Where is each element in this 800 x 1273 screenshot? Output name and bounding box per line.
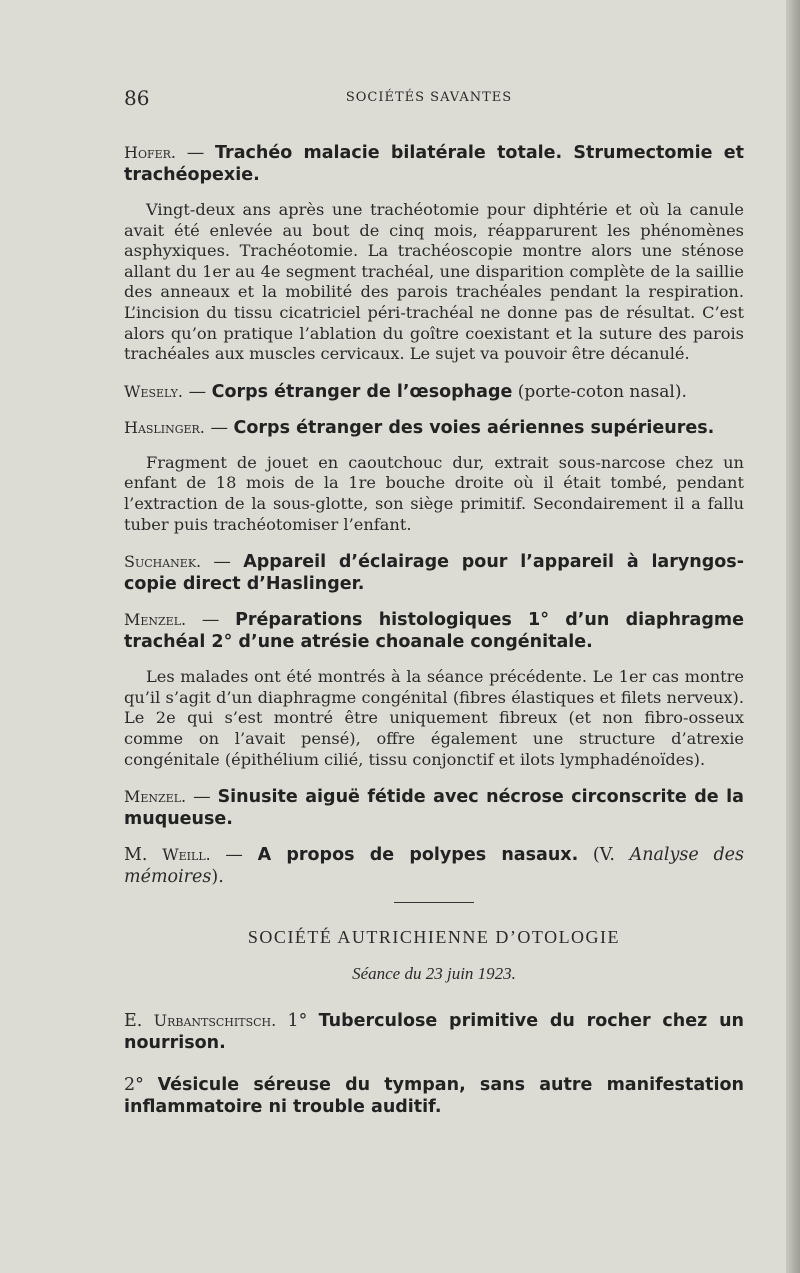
entry-suchanek (124, 551, 744, 595)
separator: — (204, 417, 234, 438)
entry-body: Vingt-deux ans après une trachéotomie pour diphtérie et où la canule avait été enlevée au bout de cinq mois, réapparurent les phénomènes asphyxiques. Trachéotomie. La trachéoscopie montre alors une sténose allant du 1er au 4e segment trachéal, une disparition complète de la saillie des anneaux et la mobilité des parois trachéales pendant la respiration. L’incision du tissu cicatriciel péri-trachéal ne donne pas de résultat. C’est alors qu’on pratique l’ablation du goître coexistant et la suture des parois trachéales aux muscles cervicaux. Le sujet va pouvoir être décanulé. (124, 200, 744, 364)
author: Weill. (162, 845, 211, 865)
author: Wesely. (124, 381, 183, 401)
entry-hofer (124, 142, 744, 186)
entry-item-2 (124, 1074, 744, 1118)
author: Haslinger. (124, 417, 205, 437)
entry-title: Préparations histologiques 1° d’un diaphragme trachéal 2° d’une atrésie choanale congénitale. (124, 610, 744, 653)
separator: — (176, 143, 216, 163)
page-header (124, 86, 734, 112)
note-italic: Analyse des mémoires (124, 845, 744, 888)
entry-title: Vésicule séreuse du tympan, sans autre manifestation inflammatoire ni trouble auditif. (124, 1075, 744, 1118)
entry-title: Tuberculose primitive du rocher chez un nourrison. (124, 1011, 744, 1054)
author: Hofer. (124, 143, 177, 162)
item-number: 1° (276, 1011, 319, 1032)
entry-menzel-1 (124, 609, 744, 653)
separator: — (186, 787, 218, 808)
prefix: E. (124, 1011, 154, 1032)
entry-title: Sinusite aiguë fétide avec nécrose circonscrite de la muqueuse. (124, 787, 744, 830)
separator: — (186, 610, 236, 631)
entry-title: Trachéo malacie bilatérale totale. Strumectomie et trachéopexie. (124, 143, 744, 185)
entry-title: Corps étranger des voies aériennes supérieures. (233, 417, 715, 438)
entry-title: Appareil d’éclairage pour l’appareil à laryngos-copie direct d’Haslinger. (124, 552, 744, 595)
session-date: Séance du 23 juin 1923. (352, 964, 516, 984)
author: Menzel. (124, 610, 187, 630)
page-edge (786, 0, 800, 1273)
note-close: ). (211, 867, 224, 888)
section-divider (394, 902, 474, 903)
entry-weill (124, 844, 744, 888)
page-number: 86 (124, 86, 150, 110)
entry-body: Les malades ont été montrés à la séance précédente. Le 1er cas montre qu’il s’agit d’un diaphragme congénital (fibres élastiques et filets nerveux). Le 2e qui s’est montré être uniquement fibreux (et non fibro-osseux comme on l’avait pensé), offre également une structure d’atrexie congénitale (épithélium cilié, tissu conjonctif et ilots lymphadénoïdes). (124, 667, 744, 769)
separator: — (210, 845, 258, 866)
author: Menzel. (124, 787, 187, 807)
entry-body: Fragment de jouet en caoutchouc dur, extrait sous-narcose chez un enfant de 18 mois de la 1re bouche droite où il était tombé, pendant l’extraction de la sous-glotte, son siège primitif. Secondairement il a fallu tuber puis trachéotomiser l’enfant. (124, 452, 744, 534)
item-number: 2° (124, 1075, 158, 1096)
author: Suchanek. (124, 552, 202, 572)
entry-note: (porte-coton nasal). (512, 381, 687, 402)
section-title: SOCIÉTÉ AUTRICHIENNE D’OTOLOGIE (247, 927, 621, 948)
page-content (124, 142, 744, 1132)
entry-title: Corps étranger de l’œsophage (211, 381, 513, 402)
separator: — (183, 381, 212, 402)
entry-haslinger (124, 417, 744, 439)
entry-menzel-2 (124, 786, 744, 830)
prefix: M. (124, 845, 163, 866)
entry-wesely (124, 381, 744, 403)
separator: — (201, 552, 244, 573)
entry-urbantschitsch (124, 1010, 744, 1054)
author: Urbantschitsch. (153, 1011, 277, 1031)
note-open: (V. (578, 845, 630, 866)
running-head: SOCIÉTÉS SAVANTES (345, 90, 513, 105)
entry-title: A propos de polypes nasaux. (257, 845, 579, 866)
